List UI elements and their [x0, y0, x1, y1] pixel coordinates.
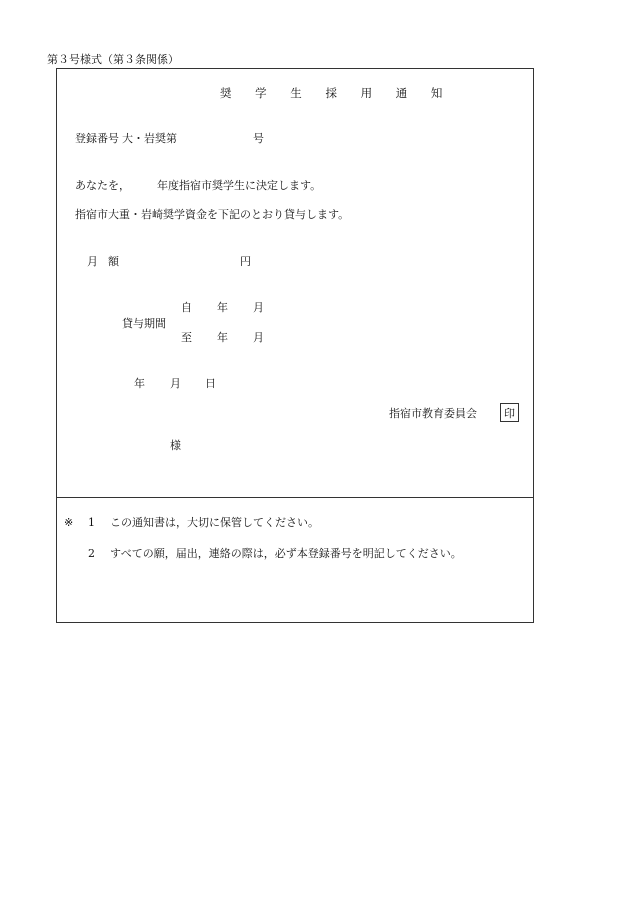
registration-label: 登録番号 — [75, 132, 119, 145]
note-text: この通知書は，大切に保管してください。 — [110, 516, 319, 529]
monthly-amount-label-2: 額 — [108, 255, 119, 268]
issue-date-day: 日 — [205, 377, 216, 390]
loan-period-from-year: 年 — [217, 301, 228, 314]
seal-box — [500, 403, 519, 422]
loan-period-from-prefix: 自 — [181, 301, 192, 314]
note-number: 2 — [88, 547, 95, 560]
note-number: 1 — [88, 516, 95, 529]
loan-period-to-prefix: 至 — [181, 331, 192, 344]
loan-period-from-month: 月 — [253, 301, 264, 314]
loan-period-to-month: 月 — [253, 331, 264, 344]
issue-date-month: 月 — [170, 377, 181, 390]
monthly-amount-unit: 円 — [240, 255, 251, 268]
seal-mark: 印 — [504, 406, 515, 420]
addressee-suffix: 様 — [170, 439, 181, 452]
notice-line1-part2: 年度指宿市奨学生に決定します。 — [157, 179, 322, 192]
note-text: すべての願，届出，連絡の際は，必ず本登録番号を明記してください。 — [110, 547, 462, 560]
monthly-amount-label-1: 月 — [87, 255, 98, 268]
notes-divider — [57, 497, 534, 498]
issue-date-year: 年 — [134, 377, 145, 390]
registration-prefix: 大・岩奨第 — [122, 132, 177, 145]
form-number-label: 第３号様式（第３条関係） — [47, 53, 179, 66]
notice-line1-part1: あなたを， — [75, 179, 130, 192]
loan-period-label: 貸与期間 — [122, 317, 166, 330]
registration-suffix: 号 — [253, 132, 264, 145]
issuer-name: 指宿市教育委員会 — [389, 407, 477, 420]
notes-mark: ※ — [64, 516, 74, 529]
document-title: 奨 学 生 採 用 通 知 — [220, 86, 453, 100]
notice-frame — [56, 68, 534, 623]
loan-period-to-year: 年 — [217, 331, 228, 344]
notice-line2: 指宿市大重・岩崎奨学資金を下記のとおり貸与します。 — [75, 208, 350, 221]
